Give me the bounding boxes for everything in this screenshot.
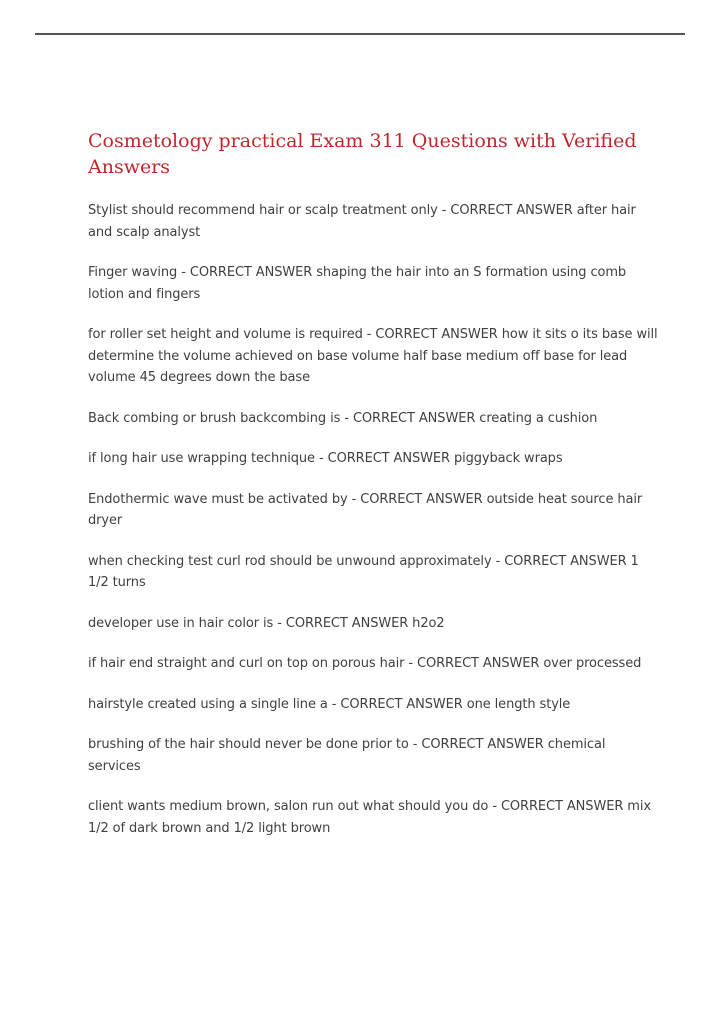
qa-item: Stylist should recommend hair or scalp treatment only - CORRECT ANSWER after hair and scalp analyst (88, 203, 636, 240)
qa-item: brushing of the hair should never be done prior to - CORRECT ANSWER chemical services (88, 737, 606, 774)
qa-item: Back combing or brush backcombing is - CORRECT ANSWER creating a cushion (88, 410, 598, 426)
qa-item: Endothermic wave must be activated by - CORRECT ANSWER outside heat source hair dryer (88, 491, 643, 528)
qa-item: for roller set height and volume is required - CORRECT ANSWER how it sits o its base will determine the volume achieved on base volume half base medium off base for lead volume 45 degrees down the base (88, 327, 658, 385)
qa-item: if hair end straight and curl on top on porous hair - CORRECT ANSWER over processed (88, 656, 642, 671)
header-divider (35, 33, 685, 35)
document-title: Cosmetology practical Exam 311 Questions with Verified Answers (88, 130, 637, 178)
qa-item: when checking test curl rod should be unwound approximately - CORRECT ANSWER 1 1/2 turns (88, 553, 639, 590)
qa-item: hairstyle created using a single line a - CORRECT ANSWER one length style (88, 696, 571, 712)
qa-item: Finger waving - CORRECT ANSWER shaping the hair into an S formation using comb lotion and fingers (88, 265, 627, 302)
qa-item: client wants medium brown, salon run out what should you do - CORRECT ANSWER mix 1/2 of dark brown and 1/2 light brown (88, 799, 651, 836)
qa-item: developer use in hair color is - CORRECT ANSWER h2o2 (88, 615, 445, 631)
qa-item: if long hair use wrapping technique - CORRECT ANSWER piggyback wraps (88, 451, 563, 466)
qa-list (88, 200, 658, 858)
